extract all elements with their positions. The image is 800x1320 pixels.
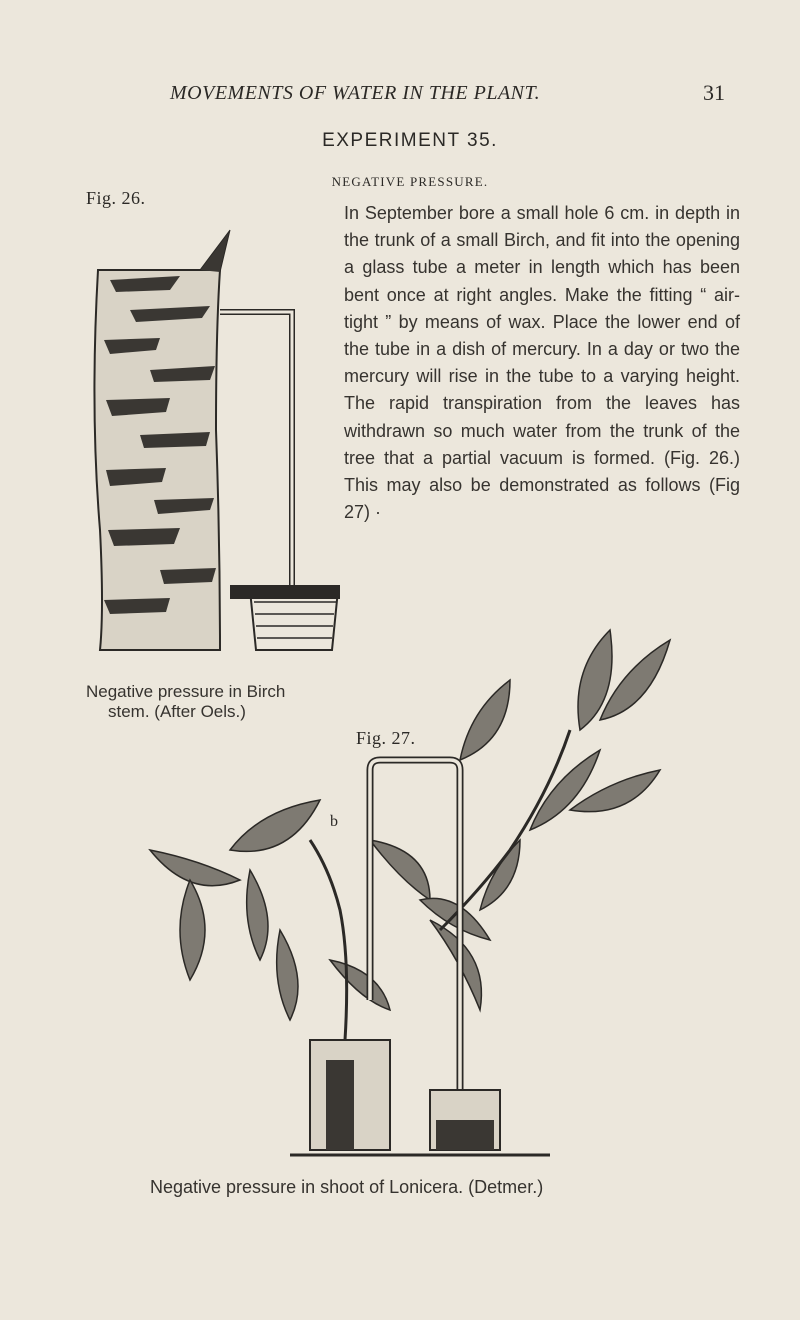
fig-26-caption-line1: Negative pressure in Birch	[86, 682, 286, 701]
experiment-subtitle: NEGATIVE PRESSURE.	[331, 174, 489, 189]
fig-27-lonicera-illustration	[130, 610, 690, 1170]
fig-26-label: Fig. 26.	[86, 188, 146, 208]
fig-26-caption-line2: stem. (After Oels.)	[108, 702, 246, 721]
running-title: MOVEMENTS OF WATER IN THE PLANT.	[170, 82, 541, 104]
page-number: 31	[703, 80, 725, 105]
fig-27-caption: Negative pressure in shoot of Lonicera. (Detmer.)	[150, 1177, 544, 1197]
fig-27-marker-b: b	[330, 813, 338, 830]
experiment-body-text: In September bore a small hole 6 cm. in depth in the trunk of a small Birch, and fit into the opening a glass tube a meter in length which has been bent once at right angles. Make the fitting “ air-tight ” by means of wax. Place the lower end of the tube in a dish of mercury. In a day or two the mercury will rise in the tube to a varying height. The rapid transpiration from the leaves has withdrawn so much water from the trunk of the tree that a partial vacuum is formed. (Fig. 26.) This may also be demonstrated as follows (Fig 27) ·	[344, 203, 740, 523]
fig-27-label: Fig. 27.	[356, 728, 416, 748]
experiment-title: EXPERIMENT 35.	[322, 130, 498, 151]
